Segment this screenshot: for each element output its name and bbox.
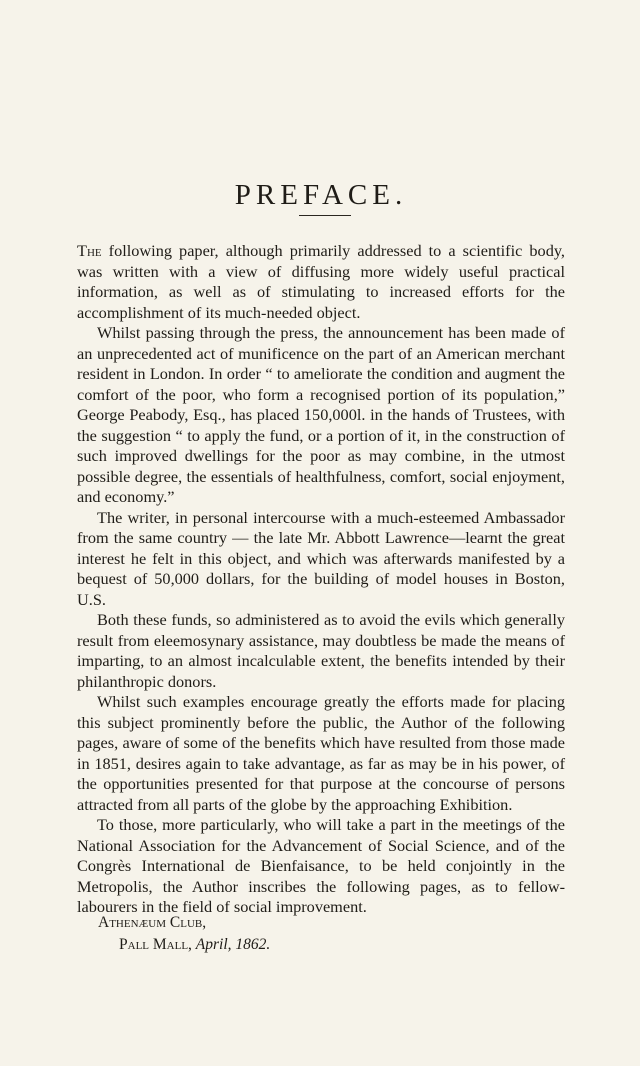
paragraph-3: The writer, in personal intercourse with a much-esteemed Ambassador from the same country — the late Mr. Abbott Lawrence—learnt the great interest he felt in this object, and which was afterwards manifested by a bequest of 50,000 dollars, for the building of model houses in Boston, U.S. [77,507,565,609]
paragraph-1 [77,241,565,323]
paragraph-6: To those, more particularly, who will take a part in the meetings of the National Association for the Advancement of Social Science, and of the Congrès International de Bienfaisance, to be held conjointly in the Metropolis, the Author inscribes the following pages, as to fellow-labourers in the field of social improvement. [77,815,565,916]
paragraph-5: Whilst such examples encourage greatly the efforts made for placing this subject prominently before the public, the Author of the following pages, aware of some of the benefits which have resulted from those made in 1851, desires again to take advantage, as far as may be in his power, of the opportunities presented for that purpose at the concourse of persons attracted from all parts of the globe by the approaching Exhibition. [77,692,565,814]
signature-block [98,912,270,956]
signature-address-line [98,934,270,956]
page-title: PREFACE. [234,179,408,212]
signature-date: April, 1862. [195,936,271,953]
paragraph-lead-word: The [77,241,102,260]
title-rule [299,215,351,216]
preface-body [77,241,565,918]
paragraph-4: Both these funds, so administered as to avoid the evils which generally result from eleemosynary assistance, may doubtless be made the means of imparting, to an almost incalculable extent, the benefits intended by their philanthropic donors. [77,610,565,691]
paragraph-text: following paper, although primarily addressed to a scientific body, was written with a view of diffusing more widely useful practical information, as well as of stimulating to increased efforts for the accomplishment of its much-needed object. [77,241,565,322]
signature-club: Athenæum Club, [98,914,207,931]
paragraph-2: Whilst passing through the press, the announcement has been made of an unprecedented act of munificence on the part of an American merchant resident in London. In order “ to ameliorate the condition and augment the comfort of the poor, who form a recognised portion of its population,” George Peabody, Esq., has placed 150,000l. in the hands of Trustees, with the suggestion “ to apply the fund, or a portion of it, in the construction of such improved dwellings for the poor as may combine, in the utmost possible degree, the essentials of healthfulness, comfort, social enjoyment, and economy.” [77,323,565,506]
signature-place: Pall Mall, [119,936,192,953]
